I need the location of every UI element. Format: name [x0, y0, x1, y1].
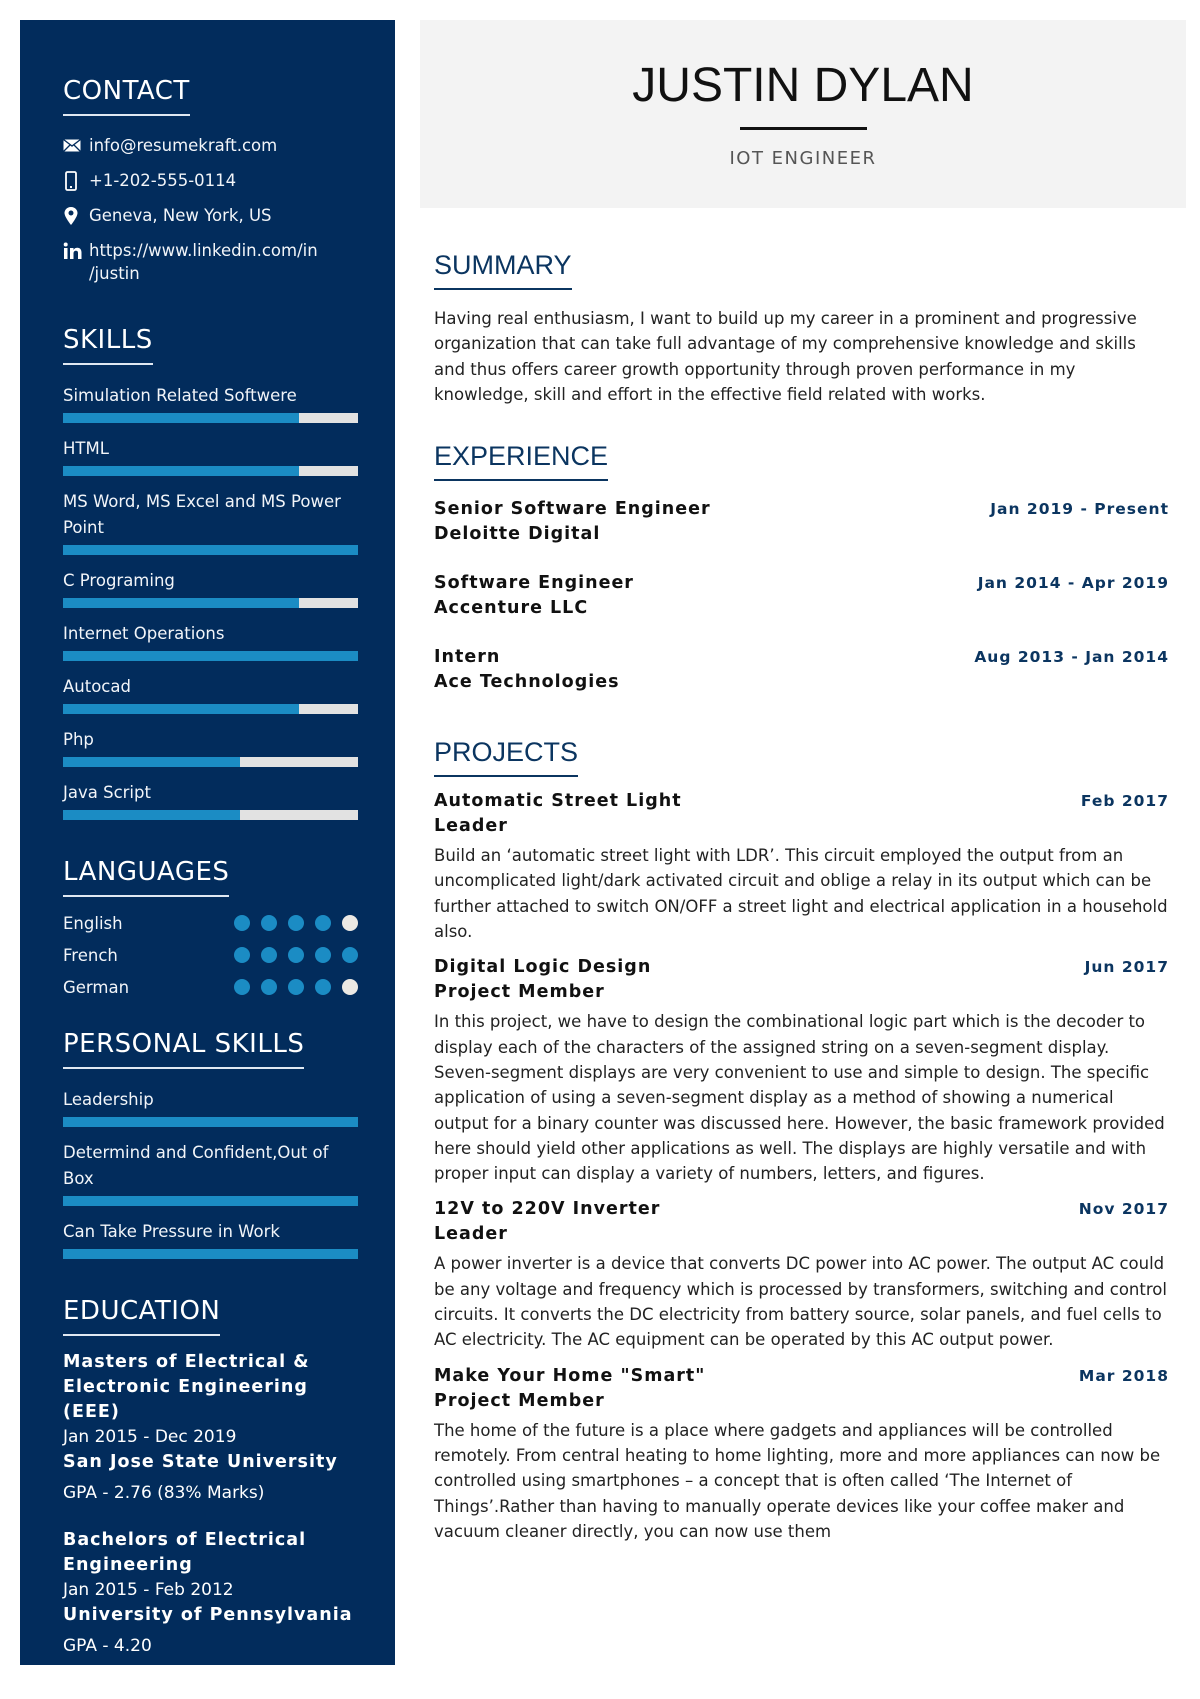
rating-dot	[288, 915, 304, 931]
project-description: A power inverter is a device that converts DC power into AC power. The output AC could be any voltage and frequency which is processed by transformers, switching and control circuits. It converts the DC electricity from battery source, solar panels, and fuel cells to AC electricity. The AC equipment can be operated by this AC output power.	[434, 1254, 1167, 1350]
skill-label: Internet Operations	[63, 624, 225, 643]
project-title: 12V to 220V Inverter	[434, 1199, 661, 1220]
experience-item	[434, 497, 1169, 547]
project-title: Digital Logic Design	[434, 957, 652, 978]
skill-bar-fill	[63, 651, 358, 661]
map-pin-icon	[63, 204, 89, 227]
skills-heading: SKILLS	[63, 325, 153, 365]
rating-dot	[315, 979, 331, 995]
project-item	[434, 955, 1169, 1186]
experience-dates: Jan 2019 - Present	[990, 500, 1169, 519]
rating-dot	[261, 915, 277, 931]
skill-bar	[63, 466, 358, 476]
project-left	[434, 1364, 705, 1414]
experience-dates: Aug 2013 - Jan 2014	[974, 648, 1169, 667]
project-description: In this project, we have to design the combinational logic part which is the decoder to display each of the characters of the assigned string on a seven-segment display. Seven-segment displays are very convenient to use and simple to design. The specific application of using a seven-segment display as a method of showing a numerical output for a binary counter was discussed here. However, the basic framework provided here should yield other applications as well. The displays are highly versatile and with proper input can display a variety of numbers, letters, and figures.	[434, 1012, 1165, 1184]
language-label: French	[63, 945, 118, 965]
experience-left	[434, 571, 634, 621]
project-description: The home of the future is a place where gadgets and appliances will be controlled remotely. From central heating to home lighting, more and more appliances can now be controlled using smartphones – a concept that is often called ‘The Internet of Things’.Rather than having to manually operate devices like your coffee maker and vacuum cleaner directly, you can now use them	[434, 1420, 1161, 1541]
contact-location: Geneva, New York, US	[63, 204, 357, 227]
education-dates: Jan 2015 - Dec 2019	[63, 1427, 237, 1447]
skill-bar-fill	[63, 1249, 358, 1259]
contact-email[interactable]: info@resumekraft.com	[63, 134, 357, 157]
skill-item	[63, 489, 357, 555]
experience-item	[434, 645, 1169, 695]
rating-dot	[234, 915, 250, 931]
experience-heading: EXPERIENCE	[434, 441, 608, 481]
project-item	[434, 1197, 1169, 1352]
rating-dot	[342, 979, 358, 995]
experience-dates: Jan 2014 - Apr 2019	[977, 574, 1169, 593]
skill-bar-fill	[63, 413, 299, 423]
project-role: Leader	[434, 1224, 508, 1245]
degree: Masters of Electrical & Electronic Engineering (EEE)	[63, 1352, 310, 1422]
rating-dot	[288, 947, 304, 963]
skill-label: Autocad	[63, 677, 131, 696]
skill-bar-fill	[63, 1196, 358, 1206]
project-date: Jun 2017	[1084, 958, 1169, 977]
summary-heading: SUMMARY	[434, 250, 572, 290]
education-item	[63, 1350, 357, 1506]
rating-dot	[315, 947, 331, 963]
job-title: Senior Software Engineer	[434, 499, 711, 520]
skill-bar	[63, 1117, 358, 1127]
project-header	[434, 1364, 1169, 1414]
skill-label: HTML	[63, 439, 109, 458]
rating-dot	[342, 947, 358, 963]
skill-label: Determind and Confident,Out of Box	[63, 1143, 329, 1188]
mobile-phone-icon	[63, 169, 89, 192]
main-content	[434, 250, 1169, 1555]
project-role: Leader	[434, 816, 508, 837]
project-date: Mar 2018	[1078, 1366, 1169, 1385]
skill-bar	[63, 810, 358, 820]
job-title: Intern	[434, 647, 501, 668]
language-label: German	[63, 977, 130, 997]
header	[420, 20, 1186, 208]
experience-item	[434, 571, 1169, 621]
project-date: Feb 2017	[1080, 792, 1169, 811]
summary-text: Having real enthusiasm, I want to build up my career in a prominent and progressive organization that can take full advantage of my comprehensive knowledge and skills and thus offers career growth opportunity through proven performance in my knowledge, skill and effort in the effective field related with works.	[434, 309, 1137, 404]
projects-list	[434, 789, 1169, 1544]
project-left	[434, 789, 682, 839]
skill-label: MS Word, MS Excel and MS Power Point	[63, 492, 341, 537]
skill-bar-fill	[63, 704, 299, 714]
experience-list	[434, 497, 1169, 695]
skill-bar-fill	[63, 598, 299, 608]
envelope-icon	[63, 134, 89, 157]
experience-left	[434, 497, 711, 547]
experience-left	[434, 645, 620, 695]
skills-list	[63, 383, 357, 820]
rating-dot	[261, 979, 277, 995]
skill-item	[63, 383, 357, 423]
contact-phone: +1-202-555-0114	[63, 169, 357, 192]
skill-item	[63, 621, 357, 661]
project-date: Nov 2017	[1078, 1200, 1169, 1219]
gpa: GPA - 2.76 (83% Marks)	[63, 1483, 265, 1503]
skill-label: Simulation Related Softwere	[63, 386, 297, 405]
contact-heading: CONTACT	[63, 76, 190, 116]
languages-heading: LANGUAGES	[63, 857, 229, 897]
skill-bar	[63, 545, 358, 555]
skill-bar	[63, 1249, 358, 1259]
personal-skills-heading: PERSONAL SKILLS	[63, 1029, 304, 1069]
education-list	[63, 1350, 357, 1659]
linkedin-icon	[63, 239, 89, 262]
education-heading: EDUCATION	[63, 1296, 220, 1336]
rating-dot	[234, 947, 250, 963]
languages-list	[63, 907, 357, 1003]
candidate-role: IOT ENGINEER	[729, 148, 877, 169]
project-item	[434, 789, 1169, 944]
project-left	[434, 1197, 660, 1247]
skill-bar	[63, 413, 358, 423]
candidate-name: JUSTIN DYLAN	[632, 59, 974, 112]
project-header	[434, 789, 1169, 839]
skill-bar	[63, 757, 358, 767]
language-rating	[234, 947, 358, 963]
rating-dot	[234, 979, 250, 995]
rating-dot	[261, 947, 277, 963]
skill-label: Can Take Pressure in Work	[63, 1222, 280, 1241]
contact-linkedin[interactable]: https://www.linkedin.com/in /justin	[63, 239, 357, 285]
project-item	[434, 1364, 1169, 1544]
job-title: Software Engineer	[434, 573, 634, 594]
language-item	[63, 907, 358, 939]
project-role: Project Member	[434, 1390, 605, 1411]
project-title: Automatic Street Light	[434, 791, 682, 812]
skill-bar-fill	[63, 466, 299, 476]
company: Accenture LLC	[434, 598, 589, 619]
language-rating	[234, 915, 358, 931]
education-dates: Jan 2015 - Feb 2012	[63, 1580, 234, 1600]
rating-dot	[342, 915, 358, 931]
skill-bar-fill	[63, 1117, 358, 1127]
skill-bar-fill	[63, 545, 358, 555]
skill-item	[63, 780, 357, 820]
rating-dot	[315, 915, 331, 931]
skill-label: Java Script	[63, 783, 151, 802]
degree: Bachelors of Electrical Engineering	[63, 1530, 307, 1575]
language-rating	[234, 979, 358, 995]
skill-item	[63, 568, 357, 608]
skill-item	[63, 1087, 357, 1127]
skill-bar	[63, 704, 358, 714]
company: Ace Technologies	[434, 672, 620, 693]
skill-bar	[63, 651, 358, 661]
skill-bar	[63, 598, 358, 608]
company: Deloitte Digital	[434, 524, 601, 545]
rating-dot	[288, 979, 304, 995]
projects-heading: PROJECTS	[434, 737, 578, 777]
project-left	[434, 955, 651, 1005]
skill-bar-fill	[63, 810, 240, 820]
skill-item	[63, 674, 357, 714]
language-item	[63, 939, 358, 971]
project-role: Project Member	[434, 982, 605, 1003]
skill-item	[63, 1219, 357, 1259]
sidebar	[20, 20, 395, 1665]
project-title: Make Your Home "Smart"	[434, 1365, 706, 1386]
skill-item	[63, 436, 357, 476]
language-item	[63, 971, 358, 1003]
project-description: Build an ‘automatic street light with LDR’. This circuit employed the output from an uncomplicated light/dark activated circuit and oblige a relay in its output which can be further attached to switch ON/OFF a street light and electrical application in a household also.	[434, 846, 1168, 942]
skill-item	[63, 727, 357, 767]
skill-bar	[63, 1196, 358, 1206]
skill-bar-fill	[63, 757, 240, 767]
school: San Jose State University	[63, 1452, 338, 1472]
skill-label: Leadership	[63, 1090, 154, 1109]
school: University of Pennsylvania	[63, 1605, 353, 1625]
name-divider	[740, 127, 867, 130]
skill-label: Php	[63, 730, 94, 749]
language-label: English	[63, 913, 123, 933]
personal-skills-list	[63, 1087, 357, 1259]
gpa: GPA - 4.20	[63, 1636, 152, 1656]
education-item	[63, 1528, 357, 1659]
skill-label: C Programing	[63, 571, 175, 590]
project-header	[434, 955, 1169, 1005]
skill-item	[63, 1140, 357, 1206]
project-header	[434, 1197, 1169, 1247]
